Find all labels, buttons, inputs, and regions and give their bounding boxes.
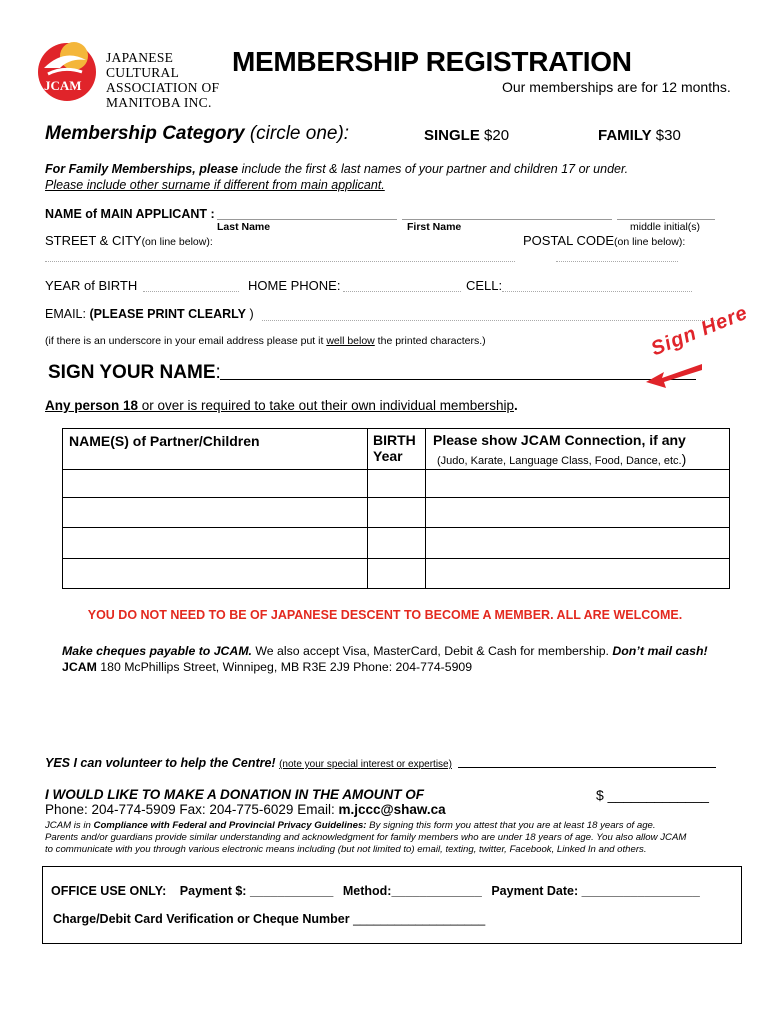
- underscore-note-a: (if there is an underscore in your email address please put it: [45, 335, 327, 347]
- sign-colon: :: [215, 362, 221, 383]
- col-birth-header: [368, 429, 426, 470]
- privacy-line3: to communicate with you through various electronic means including (but not limited to) email, texting, twitter, Facebook, Linked In and others.: [45, 844, 647, 855]
- col-names-header-text: NAME(S) of Partner/Children: [69, 433, 260, 449]
- contact-line: [45, 802, 446, 817]
- volunteer-hint: (note your special interest or expertise): [279, 759, 452, 770]
- office-payment-field[interactable]: Payment $: ____________: [179, 884, 334, 898]
- family-option[interactable]: [598, 127, 681, 144]
- row-2-connection-cell[interactable]: [426, 498, 730, 528]
- col-connection-header: [426, 429, 730, 470]
- family-note-line2: Please include other surname if different from main applicant.: [45, 178, 385, 192]
- logo-line-3: MANITOBA INC.: [106, 95, 212, 110]
- accepted-methods: We also accept Visa, MasterCard, Debit & Cash for membership.: [251, 644, 613, 658]
- street-city-field[interactable]: [45, 261, 515, 262]
- last-name-caption: Last Name: [217, 221, 271, 233]
- email-field[interactable]: [262, 320, 717, 321]
- sign-here-stamp: Sign Here: [648, 301, 752, 361]
- email-label: EMAIL:: [45, 307, 86, 321]
- home-phone-label: HOME PHONE:: [248, 278, 341, 293]
- middle-initial-field[interactable]: [617, 219, 715, 220]
- row-2-birth-cell[interactable]: [368, 498, 426, 528]
- family-note: [45, 161, 628, 193]
- single-label: SINGLE: [424, 127, 480, 144]
- row-4-birth-cell[interactable]: [368, 559, 426, 589]
- underscore-note-b: well below: [326, 335, 375, 347]
- cheques-note: Make cheques payable to JCAM.: [62, 644, 252, 658]
- middle-initial-caption: middle initial(s): [630, 221, 701, 233]
- payment-info: [62, 643, 708, 675]
- row-4-name-cell[interactable]: [63, 559, 368, 589]
- family-note-lead: For Family Memberships, please: [45, 162, 239, 176]
- street-label: [45, 233, 213, 248]
- row-1-birth-cell[interactable]: [368, 470, 426, 498]
- row-3-connection-cell[interactable]: [426, 528, 730, 559]
- email-label-row: [45, 307, 254, 321]
- privacy-a: JCAM is in: [45, 820, 94, 831]
- volunteer-row: [45, 756, 452, 770]
- age-note-b: or over is required to take out their own individual membership: [138, 398, 514, 413]
- underscore-note-c: the printed characters.): [374, 335, 486, 347]
- age-note-a: Any person 18: [45, 398, 139, 413]
- family-members-table: [62, 428, 730, 589]
- office-use-box: [42, 866, 742, 944]
- logo-badge-text: JCAM: [44, 78, 82, 93]
- donation-amount-field[interactable]: $ _____________: [596, 787, 709, 803]
- last-name-field[interactable]: [217, 219, 397, 220]
- category-instruction: (circle one):: [249, 123, 350, 144]
- row-4-connection-cell[interactable]: [426, 559, 730, 589]
- sign-label: SIGN YOUR NAME: [48, 362, 216, 383]
- postal-label: [523, 233, 685, 248]
- privacy-c: By signing this form you attest that you are at least 18 years of age.: [366, 820, 656, 831]
- table-row: [63, 498, 730, 528]
- home-phone-field[interactable]: [343, 291, 461, 292]
- street-hint: (on line below):: [141, 236, 213, 248]
- cell-label: CELL:: [466, 278, 503, 293]
- contact-email: m.jccc@shaw.ca: [338, 802, 446, 817]
- street-label-text: STREET & CITY: [45, 233, 142, 248]
- office-verification-field[interactable]: ___________________: [353, 912, 486, 926]
- contact-phone-fax: Phone: 204-774-5909 Fax: 204-775-6029 Email:: [45, 802, 339, 817]
- office-verification-label: Charge/Debit Card Verification or Cheque Number: [53, 912, 350, 926]
- col-names-header: [63, 429, 368, 470]
- jcam-logo: [34, 38, 224, 110]
- row-3-birth-cell[interactable]: [368, 528, 426, 559]
- welcome-banner: YOU DO NOT NEED TO BE OF JAPANESE DESCENT TO BECOME A MEMBER. ALL ARE WELCOME.: [87, 608, 683, 622]
- first-name-caption: First Name: [407, 221, 462, 233]
- privacy-line2: Parents and/or guardians provide similar understanding and acknowledgment for family members who are under 18 years of age. You also allow JCAM: [45, 832, 687, 843]
- col-birth-header-a: BIRTH: [373, 432, 416, 448]
- cell-field[interactable]: [502, 291, 692, 292]
- membership-category: [45, 123, 349, 145]
- postal-hint: (on line below):: [614, 236, 686, 248]
- table-header-row: [63, 429, 730, 470]
- table-row: [63, 559, 730, 589]
- table-row: [63, 528, 730, 559]
- first-name-field[interactable]: [402, 219, 612, 220]
- volunteer-label: YES I can volunteer to help the Centre!: [45, 756, 276, 770]
- page-title: MEMBERSHIP REGISTRATION: [232, 46, 632, 77]
- family-note-rest: include the first & last names of your partner and children 17 or under.: [238, 162, 629, 176]
- office-use-label: OFFICE USE ONLY:: [51, 884, 167, 898]
- office-payment-date-field[interactable]: Payment Date: _________________: [491, 884, 700, 898]
- single-price: $20: [484, 127, 510, 144]
- email-hint-close: ): [249, 307, 254, 321]
- donation-label: I WOULD LIKE TO MAKE A DONATION IN THE AMOUNT OF: [45, 787, 424, 802]
- category-label: Membership Category: [45, 123, 245, 144]
- row-2-name-cell[interactable]: [63, 498, 368, 528]
- email-hint: (PLEASE PRINT CLEARLY: [89, 307, 246, 321]
- age-note: [45, 398, 518, 413]
- year-of-birth-label: YEAR of BIRTH: [45, 278, 138, 293]
- row-1-name-cell[interactable]: [63, 470, 368, 498]
- office-method-field[interactable]: Method:_____________: [342, 884, 482, 898]
- age-note-c: .: [513, 398, 518, 413]
- address-text: 180 McPhillips Street, Winnipeg, MB R3E 2J9 Phone: 204-774-5909: [96, 660, 473, 674]
- family-price: $30: [655, 127, 681, 144]
- row-1-connection-cell[interactable]: [426, 470, 730, 498]
- sign-here-arrow-icon: [644, 360, 704, 390]
- family-label: FAMILY: [598, 127, 652, 144]
- col-connection-header-text: Please show JCAM Connection, if any: [433, 432, 686, 448]
- logo-line-1: JAPANESE CULTURAL: [106, 50, 180, 80]
- col-birth-header-b: Year: [373, 448, 403, 464]
- signature-field[interactable]: [220, 379, 696, 380]
- page-subtitle: Our memberships are for 12 months.: [502, 79, 731, 95]
- privacy-b: Compliance with Federal and Provincial Privacy Guidelines:: [93, 820, 367, 831]
- volunteer-field[interactable]: [458, 767, 716, 768]
- address-org: JCAM: [62, 660, 97, 674]
- postal-code-field[interactable]: [556, 261, 678, 262]
- underscore-note: [45, 335, 486, 347]
- col-connection-hint-close: ): [681, 451, 687, 467]
- row-3-name-cell[interactable]: [63, 528, 368, 559]
- privacy-notice: [45, 820, 686, 856]
- postal-label-text: POSTAL CODE: [523, 233, 615, 248]
- logo-line-2: ASSOCIATION OF: [106, 80, 220, 95]
- single-option[interactable]: [424, 127, 509, 144]
- col-connection-hint: (Judo, Karate, Language Class, Food, Dance, etc.: [437, 455, 682, 467]
- year-of-birth-field[interactable]: [143, 291, 239, 292]
- sign-your-name-label: [48, 362, 221, 384]
- no-mail-cash: Don’t mail cash!: [612, 644, 708, 658]
- main-applicant-label: NAME of MAIN APPLICANT :: [45, 207, 215, 221]
- table-row: [63, 470, 730, 498]
